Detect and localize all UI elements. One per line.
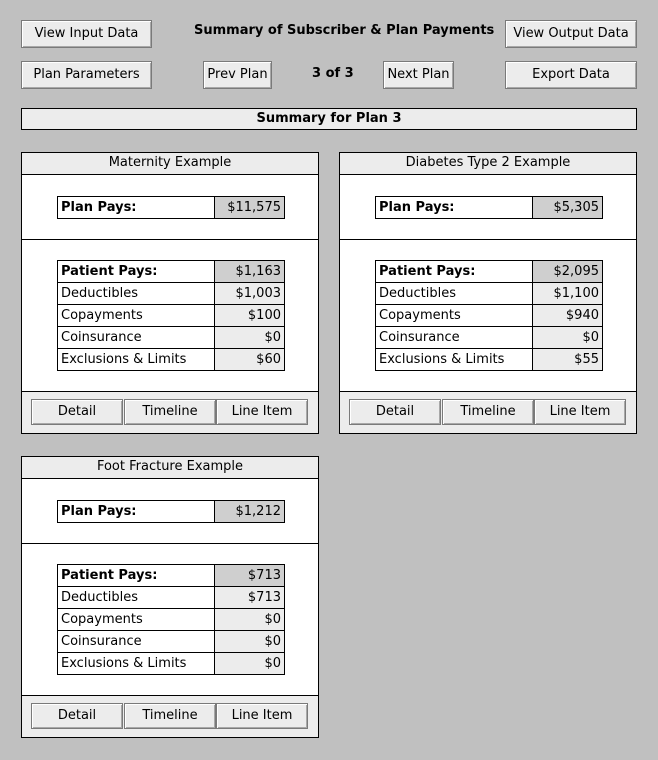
table-row	[58, 261, 285, 283]
plan-pays-value: $5,305	[533, 197, 603, 219]
prev-plan-button[interactable]: Prev Plan	[203, 61, 272, 89]
table-row	[58, 653, 285, 675]
patient-pays-label: Patient Pays:	[58, 565, 215, 587]
table-row	[376, 349, 603, 371]
deductibles-label: Deductibles	[58, 587, 215, 609]
patient-pays-value: $2,095	[533, 261, 603, 283]
patient-pays-table	[375, 260, 603, 371]
plan-pays-value: $1,212	[215, 501, 285, 523]
example-panel-foot-fracture	[21, 456, 319, 738]
patient-pays-table	[57, 260, 285, 371]
panel-button-bar	[22, 392, 318, 433]
page-title: Summary of Subscriber & Plan Payments	[194, 23, 495, 38]
detail-button[interactable]: Detail	[31, 703, 123, 729]
plan-pays-section	[22, 175, 318, 240]
table-row	[376, 283, 603, 305]
coinsurance-label: Coinsurance	[376, 327, 533, 349]
panel-title: Maternity Example	[22, 153, 318, 175]
line-item-button[interactable]: Line Item	[534, 399, 626, 425]
next-plan-button[interactable]: Next Plan	[383, 61, 454, 89]
table-row	[376, 305, 603, 327]
coinsurance-label: Coinsurance	[58, 327, 215, 349]
table-row	[58, 609, 285, 631]
table-row	[58, 565, 285, 587]
panel-title: Diabetes Type 2 Example	[340, 153, 636, 175]
plan-pays-section	[22, 479, 318, 544]
timeline-button[interactable]: Timeline	[124, 703, 216, 729]
copayments-label: Copayments	[376, 305, 533, 327]
patient-pays-section	[340, 240, 636, 392]
deductibles-value: $1,003	[215, 283, 285, 305]
copayments-label: Copayments	[58, 305, 215, 327]
plan-pays-label: Plan Pays:	[376, 197, 533, 219]
table-row	[58, 327, 285, 349]
deductibles-label: Deductibles	[58, 283, 215, 305]
copayments-value: $940	[533, 305, 603, 327]
plan-pays-table	[375, 196, 603, 219]
example-panel-diabetes	[339, 152, 637, 434]
table-row	[58, 501, 285, 523]
plan-parameters-button[interactable]: Plan Parameters	[21, 61, 152, 89]
coinsurance-value: $0	[215, 631, 285, 653]
coinsurance-value: $0	[533, 327, 603, 349]
plan-pays-value: $11,575	[215, 197, 285, 219]
plan-pays-table	[57, 500, 285, 523]
example-panel-maternity	[21, 152, 319, 434]
patient-pays-label: Patient Pays:	[376, 261, 533, 283]
table-row	[58, 631, 285, 653]
coinsurance-value: $0	[215, 327, 285, 349]
plan-pays-label: Plan Pays:	[58, 197, 215, 219]
copayments-value: $0	[215, 609, 285, 631]
panel-title: Foot Fracture Example	[22, 457, 318, 479]
page-indicator: 3 of 3	[312, 66, 354, 81]
plan-pays-section	[340, 175, 636, 240]
exclusions-label: Exclusions & Limits	[58, 653, 215, 675]
table-row	[376, 327, 603, 349]
panel-button-bar	[340, 392, 636, 433]
copayments-label: Copayments	[58, 609, 215, 631]
view-input-data-button[interactable]: View Input Data	[21, 20, 152, 48]
summary-title: Summary for Plan 3	[21, 108, 637, 130]
detail-button[interactable]: Detail	[349, 399, 441, 425]
exclusions-value: $0	[215, 653, 285, 675]
table-row	[58, 305, 285, 327]
deductibles-label: Deductibles	[376, 283, 533, 305]
export-data-button[interactable]: Export Data	[505, 61, 637, 89]
plan-pays-label: Plan Pays:	[58, 501, 215, 523]
copayments-value: $100	[215, 305, 285, 327]
table-row	[376, 261, 603, 283]
patient-pays-label: Patient Pays:	[58, 261, 215, 283]
table-row	[58, 197, 285, 219]
exclusions-label: Exclusions & Limits	[376, 349, 533, 371]
table-row	[376, 197, 603, 219]
exclusions-label: Exclusions & Limits	[58, 349, 215, 371]
view-output-data-button[interactable]: View Output Data	[505, 20, 637, 48]
detail-button[interactable]: Detail	[31, 399, 123, 425]
timeline-button[interactable]: Timeline	[124, 399, 216, 425]
deductibles-value: $713	[215, 587, 285, 609]
patient-pays-section	[22, 240, 318, 392]
patient-pays-section	[22, 544, 318, 696]
line-item-button[interactable]: Line Item	[216, 703, 308, 729]
table-row	[58, 283, 285, 305]
timeline-button[interactable]: Timeline	[442, 399, 534, 425]
table-row	[58, 587, 285, 609]
table-row	[58, 349, 285, 371]
line-item-button[interactable]: Line Item	[216, 399, 308, 425]
patient-pays-value: $713	[215, 565, 285, 587]
deductibles-value: $1,100	[533, 283, 603, 305]
coinsurance-label: Coinsurance	[58, 631, 215, 653]
exclusions-value: $55	[533, 349, 603, 371]
plan-pays-table	[57, 196, 285, 219]
patient-pays-table	[57, 564, 285, 675]
panel-button-bar	[22, 696, 318, 737]
exclusions-value: $60	[215, 349, 285, 371]
patient-pays-value: $1,163	[215, 261, 285, 283]
